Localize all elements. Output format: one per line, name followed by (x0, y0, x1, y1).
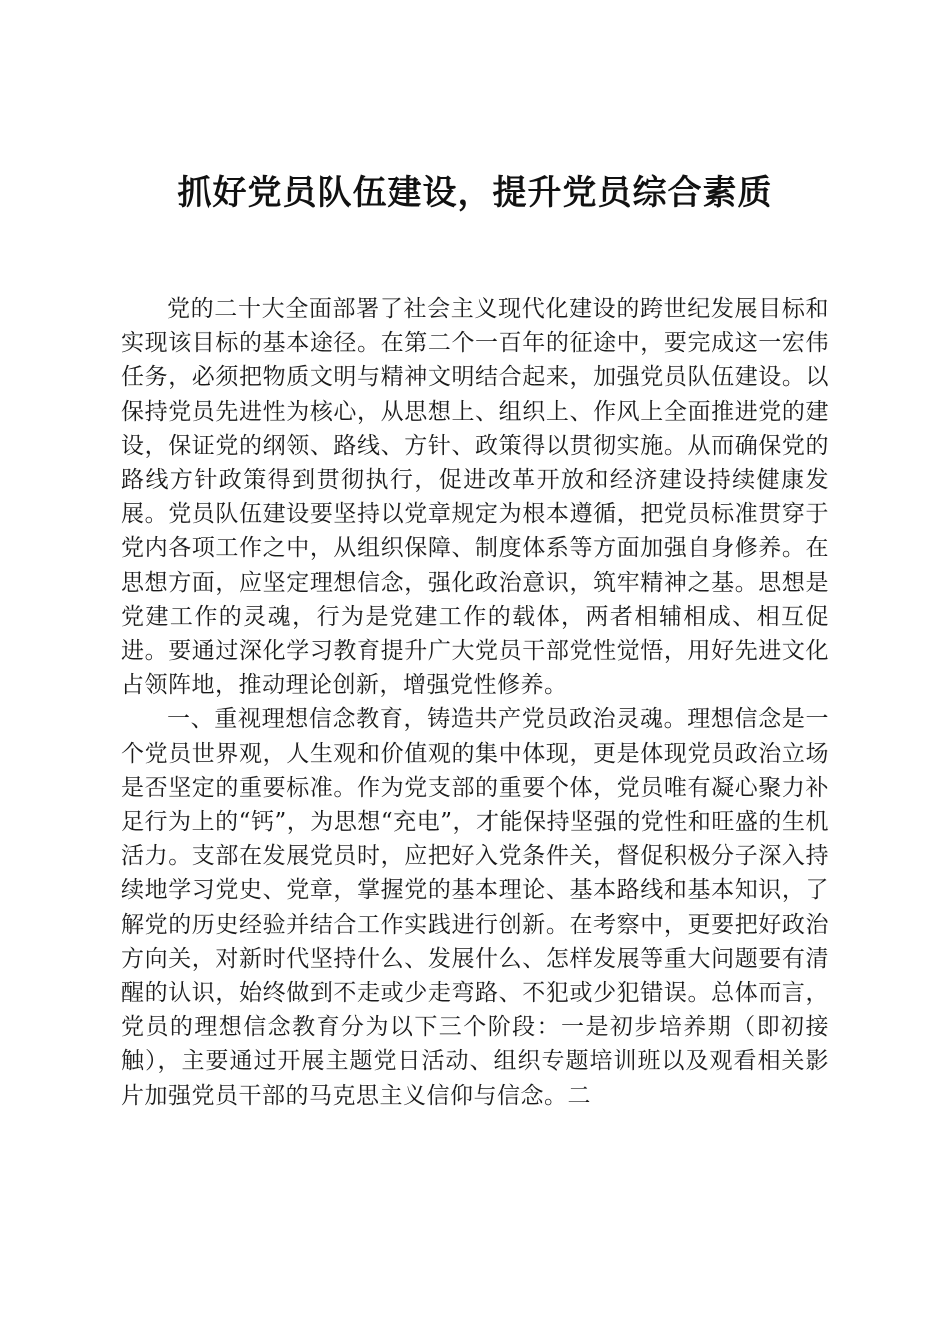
paragraph-section-one: 一、重视理想信念教育，铸造共产党员政治灵魂。理想信念是一个党员世界观，人生观和价值观的集中体现，更是体现党员政治立场是否坚定的重要标准。作为党支部的重要个体，党员唯有凝心聚力补足行为上的“钙”，为思想“充电”，才能保持坚强的党性和旺盛的生机活力。支部在发展党员时，应把好入党条件关，督促积极分子深入持续地学习党史、党章，掌握党的基本理论、基本路线和基本知识，了解党的历史经验并结合工作实践进行创新。在考察中，更要把好政治方向关，对新时代坚持什么、发展什么、怎样发展等重大问题要有清醒的认识，始终做到不走或少走弯路、不犯或少犯错误。总体而言，党员的理想信念教育分为以下三个阶段：一是初步培养期（即初接触），主要通过开展主题党日活动、组织专题培训班以及观看相关影片加强党员干部的马克思主义信仰与信念。二 (121, 706, 829, 1109)
document-body (121, 292, 829, 1113)
paragraph-intro: 党的二十大全面部署了社会主义现代化建设的跨世纪发展目标和实现该目标的基本途径。在第二个一百年的征途中，要完成这一宏伟任务，必须把物质文明与精神文明结合起来，加强党员队伍建设。以保持党员先进性为核心，从思想上、组织上、作风上全面推进党的建设，保证党的纲领、路线、方针、政策得以贯彻实施。从而确保党的路线方针政策得到贯彻执行，促进改革开放和经济建设持续健康发展。党员队伍建设要坚持以党章规定为根本遵循，把党员标准贯穿于党内各项工作之中，从组织保障、制度体系等方面加强自身修养。在思想方面，应坚定理想信念，强化政治意识，筑牢精神之基。思想是党建工作的灵魂，行为是党建工作的载体，两者相辅相成、相互促进。要通过深化学习教育提升广大党员干部党性觉悟，用好先进文化占领阵地，推动理论创新，增强党性修养。 (121, 296, 829, 699)
document-title: 抓好党员队伍建设，提升党员综合素质 (177, 173, 773, 213)
